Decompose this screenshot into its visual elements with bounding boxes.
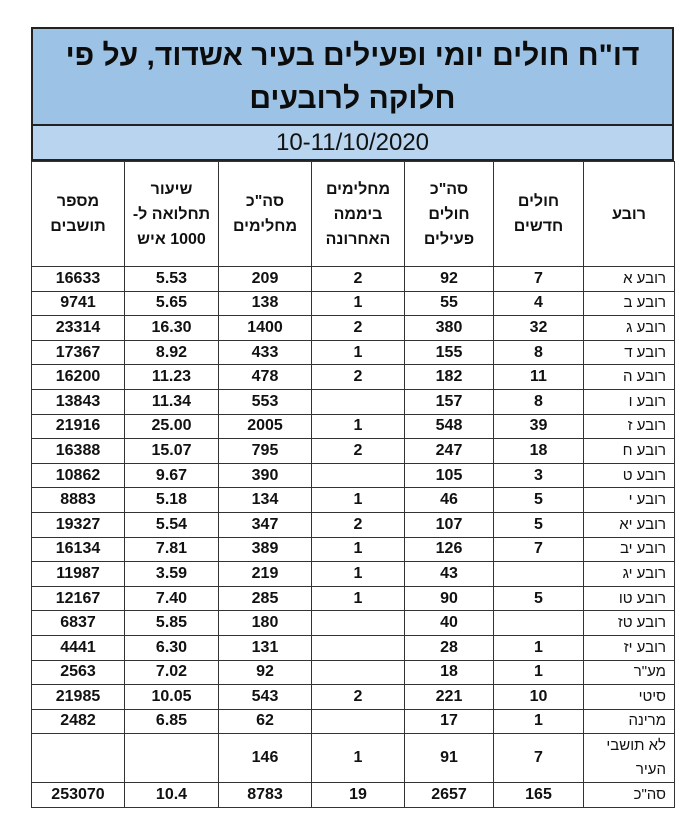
- rate-cell: 11.23: [125, 365, 219, 390]
- recovered-total-cell: 285: [219, 586, 312, 611]
- active-cell: 155: [405, 340, 494, 365]
- report-title: [31, 27, 674, 124]
- residents-cell: 8883: [32, 488, 125, 513]
- table-row: [32, 635, 675, 660]
- recovered-day-cell: [312, 660, 405, 685]
- recovered-total-cell: 131: [219, 635, 312, 660]
- recovered-total-cell: 795: [219, 439, 312, 464]
- area-cell: רובע ח: [584, 439, 675, 464]
- rate-cell: [125, 734, 219, 783]
- recovered-total-cell: 138: [219, 291, 312, 316]
- recovered-total-cell: 1400: [219, 316, 312, 341]
- new-patients-cell: 3: [494, 463, 584, 488]
- new-patients-cell: 5: [494, 586, 584, 611]
- active-cell: 157: [405, 389, 494, 414]
- recovered-total-cell: 553: [219, 389, 312, 414]
- new-patients-cell: 5: [494, 488, 584, 513]
- report-sheet: [31, 27, 674, 808]
- new-patients-cell: 4: [494, 291, 584, 316]
- residents-cell: 11987: [32, 562, 125, 587]
- recovered-day-cell: [312, 463, 405, 488]
- area-cell: רובע י: [584, 488, 675, 513]
- recovered-day-cell: 1: [312, 291, 405, 316]
- area-cell: מע"ר: [584, 660, 675, 685]
- table-row: [32, 340, 675, 365]
- area-cell: רובע ג: [584, 316, 675, 341]
- recovered-total-cell: 92: [219, 660, 312, 685]
- header-recovered-last-day: מחלימים ביממה האחרונה: [312, 162, 405, 267]
- table-row: [32, 291, 675, 316]
- area-cell: רובע ד: [584, 340, 675, 365]
- residents-cell: 253070: [32, 783, 125, 808]
- area-cell: רובע ט: [584, 463, 675, 488]
- recovered-total-cell: 543: [219, 685, 312, 710]
- recovered-day-cell: 19: [312, 783, 405, 808]
- active-cell: 18: [405, 660, 494, 685]
- active-cell: 90: [405, 586, 494, 611]
- new-patients-cell: 39: [494, 414, 584, 439]
- table-row: [32, 660, 675, 685]
- recovered-day-cell: 2: [312, 512, 405, 537]
- residents-cell: 10862: [32, 463, 125, 488]
- data-table: [31, 161, 675, 808]
- recovered-total-cell: 62: [219, 709, 312, 734]
- active-cell: 43: [405, 562, 494, 587]
- rate-cell: 3.59: [125, 562, 219, 587]
- area-cell: רובע ב: [584, 291, 675, 316]
- residents-cell: 23314: [32, 316, 125, 341]
- non-residents-row: [32, 734, 675, 783]
- new-patients-cell: 7: [494, 537, 584, 562]
- recovered-day-cell: 2: [312, 316, 405, 341]
- recovered-total-cell: 2005: [219, 414, 312, 439]
- residents-cell: 16388: [32, 439, 125, 464]
- recovered-day-cell: [312, 709, 405, 734]
- active-cell: 55: [405, 291, 494, 316]
- rate-cell: 6.30: [125, 635, 219, 660]
- residents-cell: [32, 734, 125, 783]
- residents-cell: 9741: [32, 291, 125, 316]
- area-cell: רובע טו: [584, 586, 675, 611]
- table-row: [32, 512, 675, 537]
- rate-cell: 6.85: [125, 709, 219, 734]
- area-cell: סיטי: [584, 685, 675, 710]
- rate-cell: 10.05: [125, 685, 219, 710]
- rate-cell: 5.85: [125, 611, 219, 636]
- recovered-day-cell: [312, 635, 405, 660]
- residents-cell: 6837: [32, 611, 125, 636]
- new-patients-cell: 8: [494, 389, 584, 414]
- new-patients-cell: 1: [494, 709, 584, 734]
- recovered-day-cell: 2: [312, 685, 405, 710]
- residents-cell: 2563: [32, 660, 125, 685]
- new-patients-cell: 7: [494, 267, 584, 292]
- area-cell: רובע יג: [584, 562, 675, 587]
- header-row: [32, 162, 675, 267]
- new-patients-cell: 32: [494, 316, 584, 341]
- rate-cell: 5.53: [125, 267, 219, 292]
- new-patients-cell: 1: [494, 635, 584, 660]
- recovered-total-cell: 478: [219, 365, 312, 390]
- active-cell: 17: [405, 709, 494, 734]
- header-area: רובע: [584, 162, 675, 267]
- area-cell: לא תושבי העיר: [584, 734, 675, 783]
- recovered-day-cell: 1: [312, 340, 405, 365]
- new-patients-cell: 165: [494, 783, 584, 808]
- header-total-active: סה"כ חולים פעילים: [405, 162, 494, 267]
- recovered-total-cell: 180: [219, 611, 312, 636]
- rate-cell: 8.92: [125, 340, 219, 365]
- area-cell: רובע א: [584, 267, 675, 292]
- table-row: [32, 685, 675, 710]
- recovered-day-cell: 2: [312, 267, 405, 292]
- recovered-day-cell: 2: [312, 365, 405, 390]
- area-cell: רובע יב: [584, 537, 675, 562]
- residents-cell: 2482: [32, 709, 125, 734]
- new-patients-cell: [494, 611, 584, 636]
- new-patients-cell: 1: [494, 660, 584, 685]
- table-row: [32, 389, 675, 414]
- residents-cell: 16200: [32, 365, 125, 390]
- rate-cell: 7.40: [125, 586, 219, 611]
- area-cell: סה"כ: [584, 783, 675, 808]
- table-row: [32, 365, 675, 390]
- recovered-total-cell: 209: [219, 267, 312, 292]
- report-title-line-1: דו"ח חולים יומי ופעילים בעיר אשדוד, על פי: [65, 38, 640, 72]
- active-cell: 107: [405, 512, 494, 537]
- table-row: [32, 267, 675, 292]
- table-body: [32, 267, 675, 808]
- active-cell: 548: [405, 414, 494, 439]
- rate-cell: 16.30: [125, 316, 219, 341]
- active-cell: 105: [405, 463, 494, 488]
- active-cell: 40: [405, 611, 494, 636]
- new-patients-cell: 5: [494, 512, 584, 537]
- recovered-total-cell: 433: [219, 340, 312, 365]
- table-row: [32, 562, 675, 587]
- recovered-total-cell: 8783: [219, 783, 312, 808]
- active-cell: 247: [405, 439, 494, 464]
- active-cell: 126: [405, 537, 494, 562]
- residents-cell: 21985: [32, 685, 125, 710]
- recovered-total-cell: 390: [219, 463, 312, 488]
- report-date: 10-11/10/2020: [31, 124, 674, 161]
- area-cell: רובע ז: [584, 414, 675, 439]
- recovered-day-cell: 1: [312, 414, 405, 439]
- residents-cell: 21916: [32, 414, 125, 439]
- table-row: [32, 537, 675, 562]
- rate-cell: 10.4: [125, 783, 219, 808]
- area-cell: רובע יא: [584, 512, 675, 537]
- table-row: [32, 463, 675, 488]
- rate-cell: 5.18: [125, 488, 219, 513]
- table-row: [32, 488, 675, 513]
- rate-cell: 25.00: [125, 414, 219, 439]
- recovered-day-cell: 1: [312, 734, 405, 783]
- residents-cell: 17367: [32, 340, 125, 365]
- report-title-line-2: חלוקה לרובעים: [249, 81, 456, 115]
- rate-cell: 11.34: [125, 389, 219, 414]
- active-cell: 46: [405, 488, 494, 513]
- area-cell: רובע ה: [584, 365, 675, 390]
- recovered-day-cell: 1: [312, 562, 405, 587]
- active-cell: 2657: [405, 783, 494, 808]
- table-row: [32, 586, 675, 611]
- table-row: [32, 316, 675, 341]
- residents-cell: 16633: [32, 267, 125, 292]
- rate-cell: 7.02: [125, 660, 219, 685]
- recovered-day-cell: 1: [312, 488, 405, 513]
- rate-cell: 9.67: [125, 463, 219, 488]
- header-new-patients: חולים חדשים: [494, 162, 584, 267]
- recovered-day-cell: 1: [312, 537, 405, 562]
- header-rate-per-1000: שיעור תחלואה ל- 1000 איש: [125, 162, 219, 267]
- active-cell: 182: [405, 365, 494, 390]
- recovered-total-cell: 347: [219, 512, 312, 537]
- header-total-recovered: סה"כ מחלימים: [219, 162, 312, 267]
- active-cell: 28: [405, 635, 494, 660]
- recovered-total-cell: 389: [219, 537, 312, 562]
- residents-cell: 4441: [32, 635, 125, 660]
- table-row: [32, 439, 675, 464]
- new-patients-cell: 7: [494, 734, 584, 783]
- rate-cell: 15.07: [125, 439, 219, 464]
- rate-cell: 5.54: [125, 512, 219, 537]
- residents-cell: 13843: [32, 389, 125, 414]
- new-patients-cell: 10: [494, 685, 584, 710]
- recovered-total-cell: 134: [219, 488, 312, 513]
- residents-cell: 19327: [32, 512, 125, 537]
- area-cell: מרינה: [584, 709, 675, 734]
- rate-cell: 7.81: [125, 537, 219, 562]
- active-cell: 221: [405, 685, 494, 710]
- new-patients-cell: 8: [494, 340, 584, 365]
- recovered-day-cell: 2: [312, 439, 405, 464]
- rate-cell: 5.65: [125, 291, 219, 316]
- active-cell: 91: [405, 734, 494, 783]
- table-row: [32, 611, 675, 636]
- recovered-total-cell: 219: [219, 562, 312, 587]
- residents-cell: 12167: [32, 586, 125, 611]
- recovered-day-cell: [312, 611, 405, 636]
- new-patients-cell: 18: [494, 439, 584, 464]
- header-residents: מספר תושבים: [32, 162, 125, 267]
- total-row: [32, 783, 675, 808]
- residents-cell: 16134: [32, 537, 125, 562]
- recovered-day-cell: 1: [312, 586, 405, 611]
- recovered-total-cell: 146: [219, 734, 312, 783]
- area-cell: רובע יז: [584, 635, 675, 660]
- table-row: [32, 709, 675, 734]
- new-patients-cell: [494, 562, 584, 587]
- area-cell: רובע טז: [584, 611, 675, 636]
- table-row: [32, 414, 675, 439]
- new-patients-cell: 11: [494, 365, 584, 390]
- recovered-day-cell: [312, 389, 405, 414]
- active-cell: 380: [405, 316, 494, 341]
- area-cell: רובע ו: [584, 389, 675, 414]
- active-cell: 92: [405, 267, 494, 292]
